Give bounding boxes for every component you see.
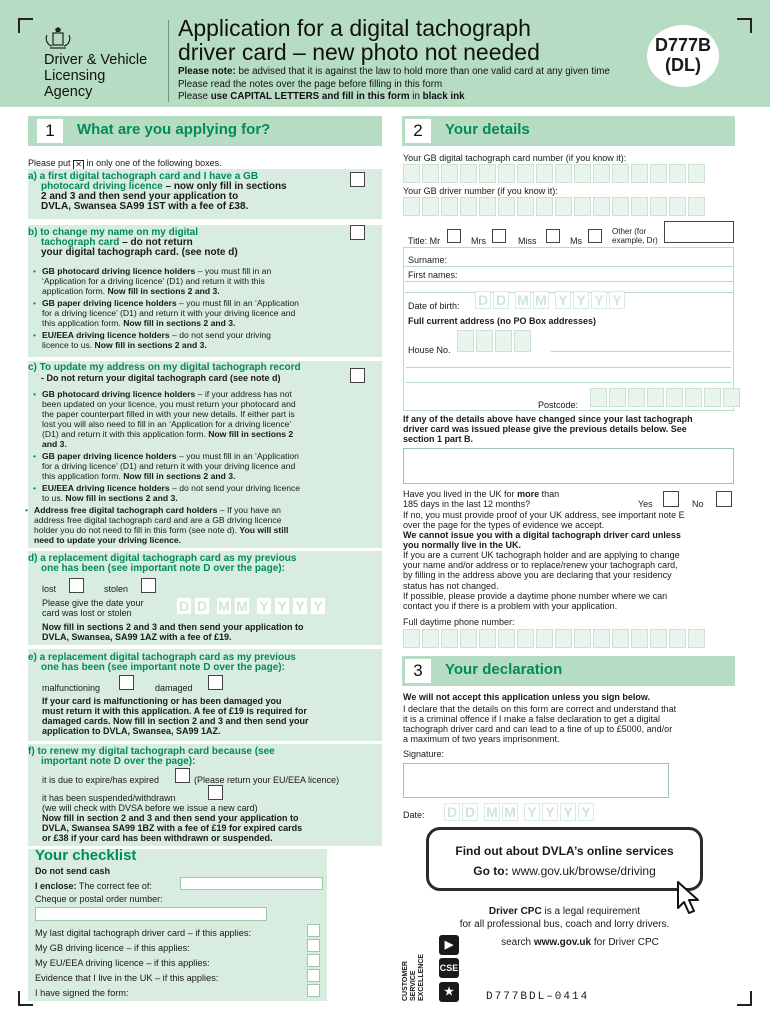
dob-ghost-d2: D bbox=[493, 291, 509, 309]
option-c-head-1: c) To update my address on my digital tachograph record bbox=[28, 362, 301, 373]
current-4: status has not changed. bbox=[403, 580, 499, 591]
b-bul3-b: – do not send your driving bbox=[169, 330, 271, 340]
first-names-line[interactable] bbox=[405, 281, 733, 282]
option-a-line-4: DVLA, Swansea SA99 1ST with a fee of £38. bbox=[41, 201, 249, 212]
stolen-label: stolen bbox=[104, 584, 129, 594]
decl-3: tachograph driver card and can lead to a fine of up to £5000, and/or bbox=[403, 724, 673, 735]
cse-v3: EXCELLENCE bbox=[418, 953, 425, 1001]
lived-yes-checkbox[interactable] bbox=[663, 491, 679, 507]
house-no-field[interactable] bbox=[457, 330, 531, 352]
current-1: If you are a current UK tachograph holder and are applying to change bbox=[403, 550, 680, 561]
option-f-head-1: f) to renew my digital tachograph card because (see bbox=[28, 746, 275, 757]
option-e-heading bbox=[28, 653, 296, 673]
declaration-date-label: Date: bbox=[403, 810, 425, 820]
c-bul4-f: need to update your driving licence. bbox=[34, 535, 182, 545]
dob-ghost-y4: Y bbox=[609, 291, 625, 309]
suspended-checkbox[interactable] bbox=[208, 785, 223, 800]
cannot-2: you normally live in the UK. bbox=[403, 540, 522, 551]
decl-ghost-m1: M bbox=[484, 803, 500, 821]
c-bul1-d: the paper counterpart filled in with your new details. If either part is bbox=[42, 409, 295, 419]
lost-date-label bbox=[42, 598, 144, 618]
organisation-name bbox=[44, 52, 147, 100]
corner-mark-bottom-left bbox=[18, 990, 34, 1006]
proof-text bbox=[403, 510, 735, 611]
c-bul1-f: (D1) and return it with this application form. bbox=[42, 429, 209, 439]
note-text: be advised that it is against the law to hold more than one valid card at any given time bbox=[238, 66, 610, 77]
b-bul1-e: Now fill in sections 2 and 3. bbox=[107, 286, 220, 296]
checklist-title: Your checklist bbox=[35, 847, 137, 864]
address-line-3[interactable] bbox=[406, 382, 731, 383]
decl-4: a maximum of two years imprisonment. bbox=[403, 734, 560, 745]
address-line-2[interactable] bbox=[406, 367, 731, 368]
title-mr-checkbox[interactable] bbox=[447, 229, 461, 243]
cheque-number-input[interactable] bbox=[35, 907, 267, 921]
c-bul1-c: been updated on your licence, you must return your photocard and bbox=[42, 399, 296, 409]
expire-checkbox[interactable] bbox=[175, 768, 190, 783]
option-b-checkbox[interactable] bbox=[350, 225, 365, 240]
b-bul1-d: application form. bbox=[42, 286, 108, 296]
first-names-label: First names: bbox=[408, 270, 458, 280]
cpc-line-1 bbox=[426, 906, 703, 917]
b-bul2-c: for a driving licence’ (D1) and return it with your driving licence and bbox=[42, 308, 296, 318]
lived-2: 185 days in the last 12 months? bbox=[403, 499, 531, 510]
c-bul1-a: GB photocard driving licence holders bbox=[42, 389, 196, 399]
form-code: D777B bbox=[654, 35, 712, 55]
damaged-checkbox[interactable] bbox=[208, 675, 223, 690]
surname-line[interactable] bbox=[405, 266, 733, 267]
title-mrs-checkbox[interactable] bbox=[492, 229, 506, 243]
b-bul1-b: – you must fill in an bbox=[195, 266, 272, 276]
malfunctioning-checkbox[interactable] bbox=[119, 675, 134, 690]
phone-field[interactable] bbox=[403, 629, 705, 648]
enclose-b: The correct fee of: bbox=[76, 881, 152, 891]
cse-text bbox=[402, 955, 436, 1001]
suspended-label: it has been suspended/withdrawn bbox=[42, 793, 176, 803]
damaged-label: damaged bbox=[155, 683, 193, 693]
cpc-url: www.gov.uk bbox=[533, 937, 592, 948]
ghost-d2: D bbox=[194, 597, 210, 615]
note-label: Please note: bbox=[178, 66, 236, 77]
option-e-text bbox=[42, 696, 309, 736]
checklist-items bbox=[35, 926, 251, 1001]
title-other-label bbox=[612, 227, 658, 245]
b-bul2-d: this application form. bbox=[42, 318, 124, 328]
corner-mark-top-right bbox=[736, 18, 752, 34]
signature-input[interactable] bbox=[403, 763, 669, 798]
form-title bbox=[178, 16, 540, 64]
decl-ghost-y2: Y bbox=[542, 803, 558, 821]
checklist-checkbox-2[interactable] bbox=[307, 939, 320, 952]
c-bul3-b: – do not send your driving licence bbox=[169, 483, 301, 493]
title-ms-label: Ms bbox=[570, 236, 582, 246]
option-b-line-3: your digital tachograph card. (see note d) bbox=[41, 247, 238, 258]
details-changed-text bbox=[403, 414, 693, 444]
checklist-item-5: I have signed the form: bbox=[35, 988, 129, 998]
ghost-d1: D bbox=[176, 597, 192, 615]
current-2: your name and/or address or to replace/renew your tachograph card, bbox=[403, 560, 678, 571]
option-e-text-3: damaged cards. Now fill in section 2 and 3 and then send your bbox=[42, 716, 309, 727]
dob-ghost-y1: Y bbox=[555, 291, 571, 309]
option-e-text-4: application to DVLA, Swansea, SA99 1AZ. bbox=[42, 726, 221, 737]
dob-ghost-m2: M bbox=[533, 291, 549, 309]
c-bul4-c: address free digital tachograph card and are a GB driving licence bbox=[34, 515, 282, 525]
previous-details-input[interactable] bbox=[403, 448, 734, 484]
declaration-date-field[interactable] bbox=[444, 803, 594, 821]
b-bul2-b: – you must fill in an ‘Application bbox=[176, 298, 299, 308]
cross-box-icon: ✕ bbox=[73, 160, 84, 171]
lived-no-checkbox[interactable] bbox=[716, 491, 732, 507]
lost-label: lost bbox=[42, 584, 57, 594]
header-notes bbox=[178, 66, 610, 104]
dob-ghost-y3: Y bbox=[591, 291, 607, 309]
cse-v1: CUSTOMER bbox=[402, 961, 409, 1001]
section-1-title: What are you applying for? bbox=[77, 121, 271, 138]
changed-line-1: If any of the details above have changed since your last tachograph bbox=[403, 414, 693, 424]
decl-ghost-y3: Y bbox=[560, 803, 576, 821]
malfunctioning-label: malfunctioning bbox=[42, 683, 101, 693]
section-1-number: 1 bbox=[37, 119, 63, 143]
declaration-warning: We will not accept this application unless you sign below. bbox=[403, 692, 651, 702]
dob-label: Date of birth: bbox=[408, 301, 460, 311]
c-bul2-e: Now fill in sections 2 and 3. bbox=[123, 471, 236, 481]
checklist-item-3: My EU/EEA driving licence – if this applies: bbox=[35, 958, 210, 968]
option-e-text-2: must return it with this application. A fee of £19 is required for bbox=[42, 706, 307, 717]
expire-label: it is due to expire/has expired bbox=[42, 775, 160, 785]
decl-ghost-d1: D bbox=[444, 803, 460, 821]
section-2-header bbox=[402, 116, 735, 146]
play-arrow-icon: ▶ bbox=[439, 935, 459, 955]
ghost-m1: M bbox=[216, 597, 232, 615]
note-line-3b: use CAPITAL LETTERS and fill in this form bbox=[210, 91, 410, 102]
ghost-y4: Y bbox=[310, 597, 326, 615]
lost-date-field[interactable] bbox=[176, 597, 326, 615]
lived-1b: more bbox=[517, 489, 540, 499]
expire-note: (Please return your EU/EEA licence) bbox=[194, 775, 340, 785]
card-number-field[interactable] bbox=[403, 164, 705, 183]
lost-checkbox[interactable] bbox=[69, 578, 84, 593]
ghost-y3: Y bbox=[292, 597, 308, 615]
option-d-head-2: one has been (see important note D over the page): bbox=[41, 563, 285, 574]
cpc-line-3 bbox=[460, 937, 700, 948]
form-code-suffix: (DL) bbox=[665, 55, 701, 75]
option-b-head-2a: tachograph card bbox=[41, 237, 120, 248]
c-bul3-a: EU/EEA driving licence holders bbox=[42, 483, 170, 493]
title-miss-checkbox[interactable] bbox=[546, 229, 560, 243]
title-miss-label: Miss bbox=[518, 236, 537, 246]
option-e-head-1: e) a replacement digital tachograph card as my previous bbox=[28, 652, 296, 663]
checklist-checkbox-1[interactable] bbox=[307, 924, 320, 937]
ghost-y1: Y bbox=[256, 597, 272, 615]
decl-ghost-d2: D bbox=[462, 803, 478, 821]
cpc-bold: Driver CPC bbox=[488, 906, 542, 917]
c-bul4-d: holder you do not need to fill in this form (see note d). bbox=[34, 525, 240, 535]
decl-ghost-y1: Y bbox=[524, 803, 540, 821]
c-bul4-a: Address free digital tachograph card holders bbox=[34, 505, 218, 515]
b-bul2-e: Now fill in sections 2 and 3. bbox=[123, 318, 236, 328]
option-c-checkbox[interactable] bbox=[350, 368, 365, 383]
note-line-3c: in bbox=[409, 91, 423, 102]
option-c-bullets: • GB photocard driving licence holders – if your address has not been updated on your licence, you must return your photocard and the paper counterpart filled in with your new details. If either part is lost you will also need to fill in an ‘Application for a driving licence’ (D1) and return it with this application form. Now fill in sections 2 and 3. • GB paper driving licence holders – you must fill in an ‘Application for a driving licence’ (D1) and return it with your driving licence and this application form. Now fill in sections 2 and 3. • EU/EEA driving licence holders – do not send your driving licence to us. Now fill in sections 2 and 3. • Address free digital tachograph card holders – If you have an address free digital tachograph card and are a GB driving licence holder you do not need to fill in this form (see note d). You will still need to update your driving licence. bbox=[42, 389, 364, 545]
lost-date-line-2: card was lost or stolen bbox=[42, 608, 132, 619]
option-f-send-1: Now fill in section 2 and 3 and then send your application to bbox=[42, 813, 299, 824]
card-number-label: Your GB digital tachograph card number (if you know it): bbox=[403, 153, 627, 163]
no-label: No bbox=[692, 499, 704, 509]
address-line-1[interactable] bbox=[551, 351, 731, 352]
b-bul1-c: ‘Application for a driving licence’ (D1) and return it with this bbox=[42, 276, 265, 286]
option-a-head-1: a) a first digital tachograph card and I have a GB bbox=[28, 171, 259, 182]
checklist-item-2: My GB driving licence – if this applies: bbox=[35, 943, 190, 953]
lived-1c: than bbox=[539, 489, 560, 499]
enclose-a: I enclose: bbox=[35, 881, 77, 891]
option-e-text-1: If your card is malfunctioning or has been damaged you bbox=[42, 696, 282, 706]
decl-2: it is a criminal offence if I make a false declaration to get a digital bbox=[403, 714, 660, 725]
option-b-head-2b: – do not return bbox=[119, 237, 193, 248]
option-b-bullets: • GB photocard driving licence holders – you must fill in an ‘Application for a driving licence’ (D1) and return it with this application form. Now fill in sections 2 and 3. • GB paper driving licence holders – you must fill in an ‘Application for a driving licence’ (D1) and return it with your driving licence and this application form. Now fill in sections 2 and 3. • EU/EEA driving licence holders – do not send your driving licence to us. Now fill in sections 2 and 3. bbox=[42, 266, 364, 350]
option-e-head-2: one has been (see important note D over the page): bbox=[41, 662, 285, 673]
option-c-head-2: - Do not return your digital tachograph card (see note d) bbox=[41, 373, 281, 383]
form-code-badge bbox=[647, 25, 719, 87]
org-line-2: Licensing bbox=[44, 68, 106, 84]
section-3-title: Your declaration bbox=[445, 661, 563, 678]
checklist-checkbox-5[interactable] bbox=[307, 984, 320, 997]
cpc-search: search bbox=[501, 937, 534, 948]
org-line-3: Agency bbox=[44, 84, 93, 100]
c-bul1-e: lost you will also need to fill in an ‘Application for a driving licence’ bbox=[42, 419, 292, 429]
option-a-head-2a: photocard driving licence bbox=[41, 181, 163, 192]
option-f-send-2: DVLA, Swansea SA99 1BZ with a fee of £19 for expired cards bbox=[42, 823, 303, 834]
title-other-1: Other (for bbox=[612, 227, 647, 236]
org-line-1: Driver & Vehicle bbox=[44, 52, 148, 68]
cpc-line-2: for all professional bus, coach and lorry drivers. bbox=[459, 919, 670, 930]
option-a-line-3: 2 and 3 and then send your application to bbox=[41, 191, 239, 202]
declaration-text bbox=[403, 704, 676, 744]
house-no-label: House No. bbox=[408, 345, 451, 355]
title-mrs-label: Mrs bbox=[471, 236, 486, 246]
b-bul2-a: GB paper driving licence holders bbox=[42, 298, 177, 308]
b-bul1-a: GB photocard driving licence holders bbox=[42, 266, 196, 276]
lived-in-uk-question bbox=[403, 489, 559, 509]
cpc-rest: is a legal requirement bbox=[541, 906, 641, 917]
decl-ghost-y4: Y bbox=[578, 803, 594, 821]
c-bul2-a: GB paper driving licence holders bbox=[42, 451, 177, 461]
b-bul3-a: EU/EEA driving licence holders bbox=[42, 330, 170, 340]
c-bul1-h: and 3. bbox=[42, 439, 67, 449]
option-f-head-2: important note D over the page): bbox=[41, 756, 196, 767]
driver-number-label: Your GB driver number (if you know it): bbox=[403, 186, 558, 196]
title-other-input[interactable] bbox=[664, 221, 734, 243]
option-b-head-1: b) to change my name on my digital bbox=[28, 227, 199, 238]
c-bul4-b: – If you have an bbox=[217, 505, 281, 515]
signature-label: Signature: bbox=[403, 749, 445, 759]
title-other-2: example, Dr) bbox=[612, 236, 658, 245]
corner-mark-bottom-right bbox=[736, 990, 752, 1006]
dob-field[interactable] bbox=[475, 291, 625, 309]
c-bul3-c: to us. bbox=[42, 493, 66, 503]
option-b-heading bbox=[28, 228, 238, 258]
online-services-box bbox=[426, 827, 703, 891]
cse-v2: SERVICE bbox=[410, 970, 417, 1001]
c-bul2-b: – you must fill in an ‘Application bbox=[176, 451, 299, 461]
note-line-3d: black ink bbox=[422, 91, 465, 102]
option-f-send-3: or £38 if your card has been withdrawn or suspended. bbox=[42, 833, 273, 844]
title-line-1: Application for a digital tachograph bbox=[178, 15, 531, 41]
note-line-3a: Please bbox=[178, 91, 211, 102]
b-bul3-d: Now fill in sections 2 and 3. bbox=[94, 340, 207, 350]
lost-date-line-1: Please give the date your bbox=[42, 598, 144, 608]
option-a-heading bbox=[28, 172, 287, 212]
lived-1a: Have you lived in the UK for bbox=[403, 489, 518, 499]
checklist-item-4: Evidence that I live in the UK – if this applies: bbox=[35, 973, 219, 983]
option-d-heading bbox=[28, 554, 296, 574]
decl-ghost-m2: M bbox=[502, 803, 518, 821]
fee-input[interactable] bbox=[180, 877, 323, 890]
address-heading: Full current address (no PO Box addresses) bbox=[408, 316, 597, 326]
goto-url: www.gov.uk/browse/driving bbox=[508, 864, 656, 878]
option-f-heading bbox=[28, 747, 275, 767]
star-icon: ★ bbox=[439, 982, 459, 1002]
current-3: by filling in the address above you are declaring that your residency bbox=[403, 570, 672, 581]
cpc-suffix: for Driver CPC bbox=[591, 937, 659, 948]
yes-label: Yes bbox=[638, 499, 653, 509]
checklist-checkbox-4[interactable] bbox=[307, 969, 320, 982]
decl-1: I declare that the details on this form are correct and understand that bbox=[403, 704, 677, 714]
section-2-title: Your details bbox=[445, 121, 530, 138]
intro-text-a: Please put bbox=[28, 158, 71, 168]
ghost-m2: M bbox=[234, 597, 250, 615]
b-bul3-c: licence to us. bbox=[42, 340, 95, 350]
stolen-checkbox[interactable] bbox=[141, 578, 156, 593]
c-bul2-c: for a driving licence’ (D1) and return it with your driving licence and bbox=[42, 461, 296, 471]
proof-1: If no, you must provide proof of your UK address, see important note E bbox=[403, 510, 685, 520]
cse-badge-icon: CSE bbox=[439, 958, 459, 978]
changed-line-2: driver card was issued please give the previous details below. See bbox=[403, 424, 687, 435]
no-cash-text: Do not send cash bbox=[35, 866, 111, 876]
note-line-2: Please read the notes over the page before filling in this form bbox=[178, 78, 443, 90]
option-a-checkbox[interactable] bbox=[350, 172, 365, 187]
option-f-dvsa: (we will check with DVSA before we issue a new card) bbox=[42, 803, 258, 813]
changed-line-3: section 1 part B. bbox=[403, 434, 474, 445]
cannot-1: We cannot issue you with a digital tachograph driver card unless bbox=[403, 530, 681, 541]
c-bul4-e: You will still bbox=[239, 525, 289, 535]
enclose-label bbox=[35, 881, 152, 891]
dob-ghost-d1: D bbox=[475, 291, 491, 309]
title-ms-checkbox[interactable] bbox=[588, 229, 602, 243]
ghost-y2: Y bbox=[274, 597, 290, 615]
checklist-item-1: My last digital tachograph driver card – if this applies: bbox=[35, 928, 252, 938]
c-bul3-d: Now fill in sections 2 and 3. bbox=[65, 493, 178, 503]
section-2-number: 2 bbox=[405, 119, 431, 143]
dob-ghost-y2: Y bbox=[573, 291, 589, 309]
dob-ghost-m1: M bbox=[515, 291, 531, 309]
title-mr-label: Title: Mr bbox=[408, 236, 441, 246]
option-a-head-2b: – now only fill in sections bbox=[162, 181, 287, 192]
c-bul1-g: Now fill in sections 2 bbox=[208, 429, 294, 439]
online-services-link[interactable] bbox=[426, 865, 703, 878]
goto-label: Go to: bbox=[473, 864, 509, 878]
online-services-title: Find out about DVLA’s online services bbox=[455, 844, 674, 858]
phone-label: Full daytime phone number: bbox=[403, 617, 515, 627]
phone-2: contact you if there is a problem with your application. bbox=[403, 600, 618, 611]
driver-number-field[interactable] bbox=[403, 197, 705, 216]
surname-label: Surname: bbox=[408, 255, 448, 265]
option-d-send-2: DVLA, Swansea, SA99 1AZ with a fee of £19. bbox=[42, 632, 232, 643]
checklist-checkbox-3[interactable] bbox=[307, 954, 320, 967]
cheque-label: Cheque or postal order number: bbox=[35, 894, 163, 904]
option-d-send bbox=[42, 622, 304, 642]
option-d-send-1: Now fill in sections 2 and 3 and then send your application to bbox=[42, 622, 304, 632]
postcode-label: Postcode: bbox=[538, 400, 579, 410]
section-3-number: 3 bbox=[405, 659, 431, 683]
option-c-heading bbox=[28, 363, 301, 383]
royal-crest-icon bbox=[44, 27, 72, 51]
proof-2: over the page for the types of evidence we accept. bbox=[403, 520, 605, 531]
section-3-header bbox=[402, 656, 735, 686]
c-bul2-d: this application form. bbox=[42, 471, 124, 481]
section-1-header bbox=[28, 116, 382, 146]
intro-text-b: in only one of the following boxes. bbox=[86, 158, 222, 168]
header-divider bbox=[168, 20, 169, 102]
phone-1: If possible, please provide a daytime phone number where we can bbox=[403, 590, 668, 601]
postcode-field[interactable] bbox=[590, 388, 740, 407]
option-f-text bbox=[42, 803, 302, 843]
option-d-head-1: d) a replacement digital tachograph card as my previous bbox=[28, 553, 297, 564]
c-bul1-b: – if your address has not bbox=[195, 389, 292, 399]
form-reference-code: D777BDL–0414 bbox=[486, 991, 590, 1003]
title-line-2: driver card – new photo not needed bbox=[178, 39, 540, 65]
corner-mark-top-left bbox=[18, 18, 34, 34]
